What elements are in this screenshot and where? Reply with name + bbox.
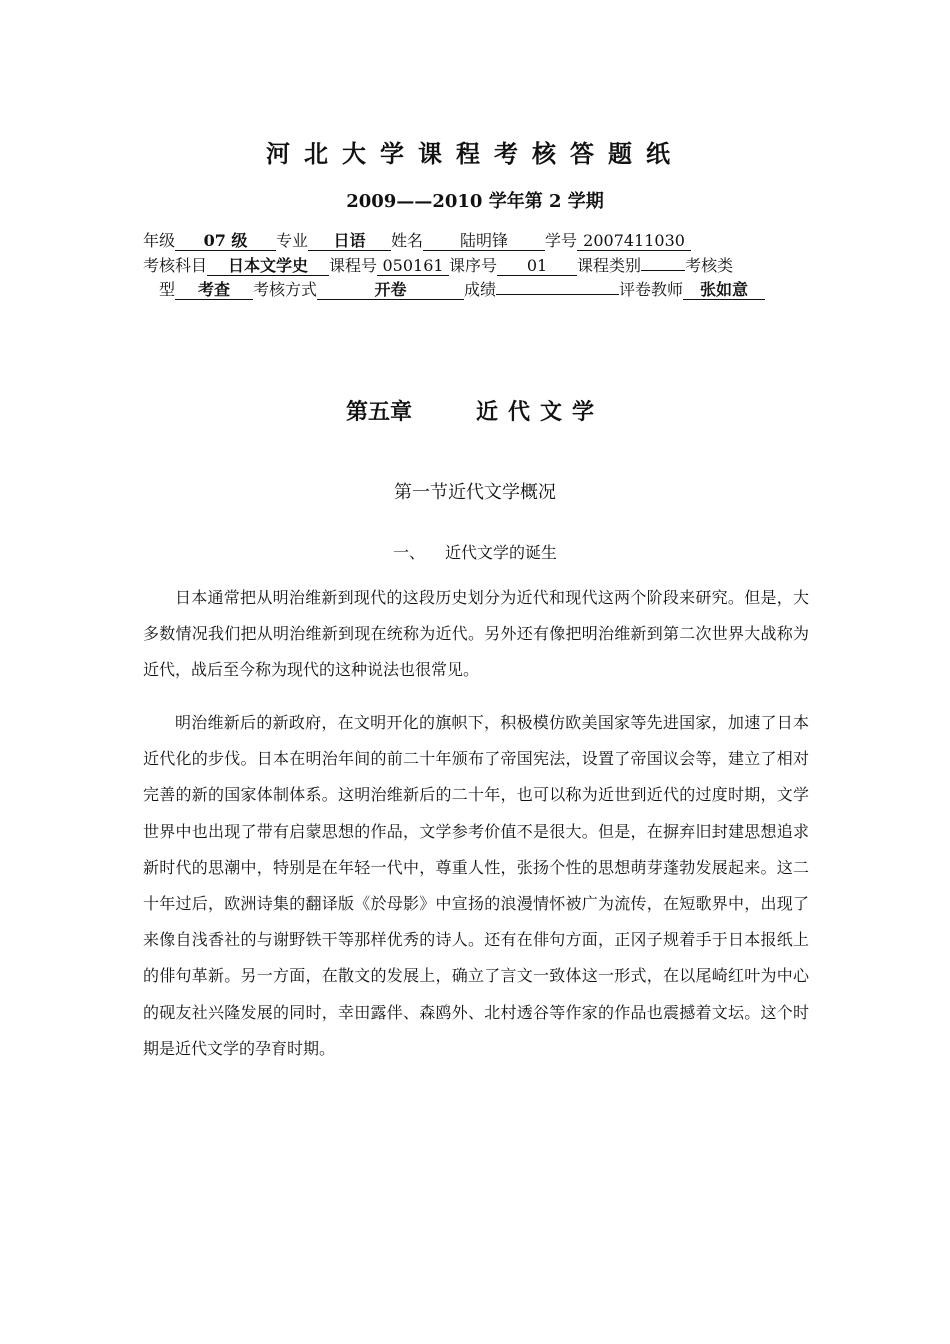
sequence-label: 课序号	[449, 256, 498, 275]
teacher-label: 评卷教师	[619, 280, 684, 299]
subsection-heading	[0, 540, 950, 563]
subsection-number: 一、	[392, 543, 425, 562]
info-row-3	[143, 277, 813, 302]
exam-type-value: 考查	[175, 280, 253, 300]
semester-line: 2009——2010 学年第 2 学期	[346, 191, 604, 212]
student-id-value: 2007411030	[577, 231, 691, 251]
score-value	[496, 294, 619, 295]
section-title: 第一节近代文学概况	[394, 482, 556, 503]
category-label: 课程类别	[577, 256, 642, 275]
paragraph-2: 明治维新后的新政府，在文明开化的旗帜下，积极模仿欧美国家等先进国家，加速了日本近代化的步伐。日本在明治年间的前二十年颁布了帝国宪法，设置了帝国议会等，建立了相对完善的新的国家体制体系。这明治维新后的二十年，也可以称为近世到近代的过度时期，文学世界中也出现了带有启蒙思想的作品，文学参考价值不是很大。但是，在摒弃旧封建思想追求新时代的思潮中，特别是在年轻一代中，尊重人性，张扬个性的思想萌芽蓬勃发展起来。这二十年过后，欧洲诗集的翻译版《於母影》中宣扬的浪漫情怀被广为流传，在短歌界中，出现了来像自浅香社的与谢野铁干等那样优秀的诗人。还有在俳句方面，正冈子规着手于日本报纸上的俳句革新。另一方面，在散文的发展上，确立了言文一致体这一形式，在以尾崎红叶为中心的砚友社兴隆发展的同时，幸田露伴、森鸥外、北村透谷等作家的作品也震撼着文坛。这个时期是近代文学的孕育时期。	[143, 713, 809, 1058]
teacher-value: 张如意	[683, 280, 765, 300]
subject-value: 日本文学史	[207, 256, 329, 276]
exam-type-label-end: 型	[159, 280, 176, 299]
score-label: 成绩	[464, 280, 497, 299]
info-row-2	[143, 253, 813, 278]
sheet-title: 河北大学课程考核答题纸	[266, 140, 684, 168]
info-row-1	[143, 228, 813, 253]
chapter-heading	[0, 395, 950, 426]
major-label: 专业	[276, 231, 309, 250]
major-value: 日语	[308, 231, 391, 251]
course-no-value: 050161	[377, 256, 449, 276]
name-value: 陆明锋	[423, 231, 545, 251]
exam-method-label: 考核方式	[253, 280, 318, 299]
sequence-value: 01	[497, 256, 577, 276]
grade-value: 07 级	[175, 231, 276, 251]
course-no-label: 课程号	[329, 256, 378, 275]
chapter-title: 近代文学	[476, 400, 605, 425]
subsection-title: 近代文学的诞生	[445, 543, 558, 562]
category-value	[641, 270, 685, 271]
chapter-number: 第五章	[345, 400, 412, 425]
grade-label: 年级	[143, 231, 176, 250]
name-label: 姓名	[391, 231, 424, 250]
student-id-label: 学号	[545, 231, 578, 250]
exam-type-label: 考核类	[685, 256, 734, 275]
paragraph-1: 日本通常把从明治维新到现代的这段历史划分为近代和现代这两个阶段来研究。但是，大多数情况我们把从明治维新到现在统称为近代。另外还有像把明治维新到第二次世界大战称为近代，战后至今称为现代的这种说法也很常见。	[143, 588, 809, 680]
subject-label: 考核科目	[143, 256, 208, 275]
exam-method-value: 开卷	[317, 280, 464, 300]
